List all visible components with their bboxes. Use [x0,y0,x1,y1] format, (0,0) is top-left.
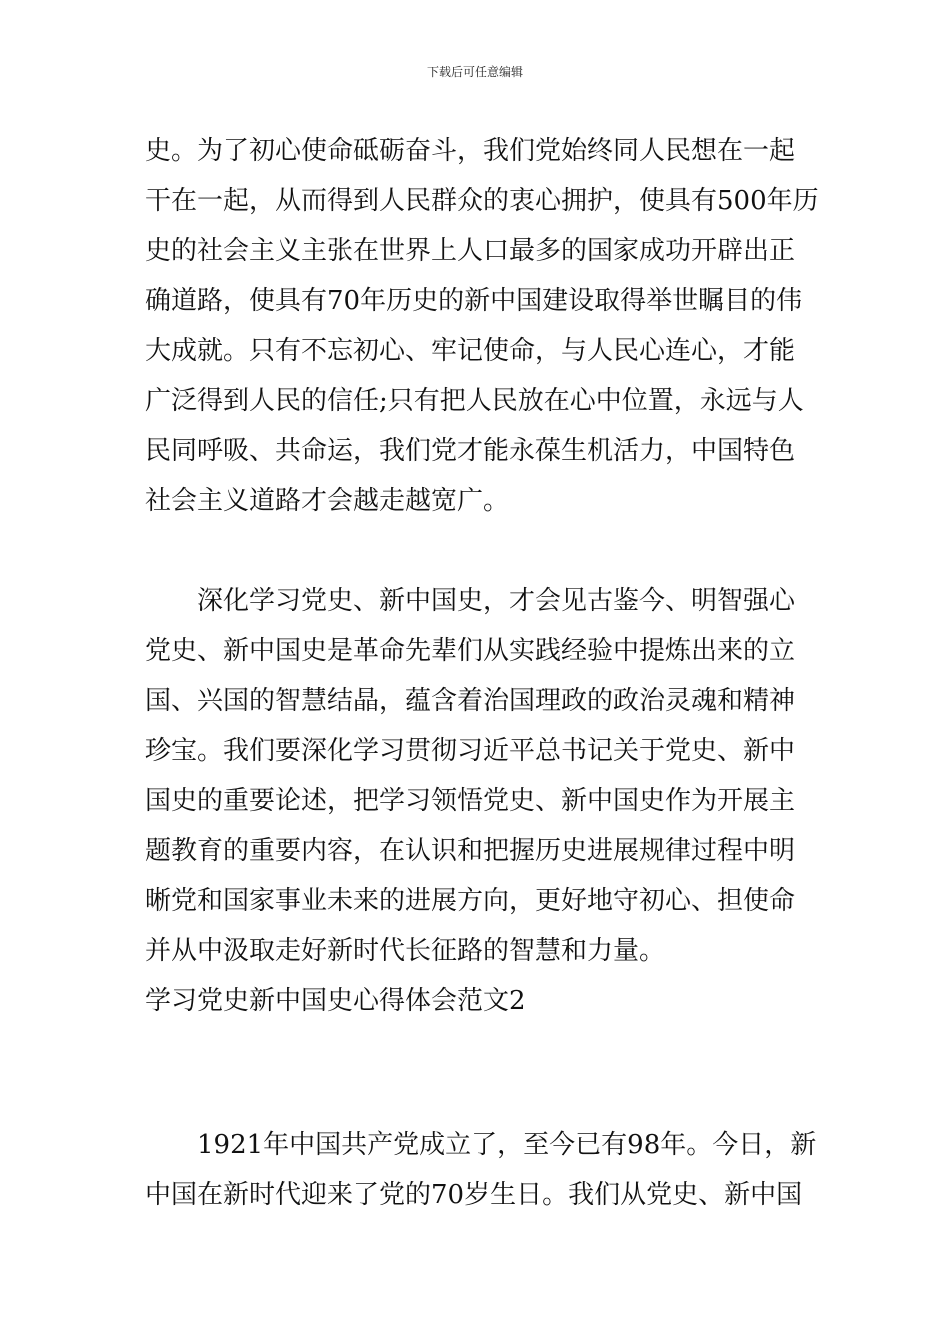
paragraph-line: 中国在新时代迎来了党的70岁生日。我们从党史、新中国 [145,1180,803,1210]
paragraph-line: 史。为了初心使命砥砺奋斗，我们党始终同人民想在一起 [145,136,796,166]
paragraph-line: 珍宝。我们要深化学习贯彻习近平总书记关于党史、新中 [145,736,796,766]
paragraph-2 [145,576,815,976]
paragraph-line: 并从中汲取走好新时代长征路的智慧和力量。 [145,936,666,966]
paragraph-line: 题教育的重要内容，在认识和把握历史进展规律过程中明 [145,836,796,866]
paragraph-line: 民同呼吸、共命运，我们党才能永葆生机活力，中国特色 [145,436,796,466]
paragraph-line: 大成就。只有不忘初心、牢记使命，与人民心连心，才能 [145,336,796,366]
paragraph-line: 国史的重要论述，把学习领悟党史、新中国史作为开展主 [145,786,796,816]
paragraph-line: 党史、新中国史是革命先辈们从实践经验中提炼出来的立 [145,636,796,666]
paragraph-line: 广泛得到人民的信任;只有把人民放在心中位置，永远与人 [145,386,804,416]
paragraph-line: 1921年中国共产党成立了，至今已有98年。今日，新 [197,1130,817,1160]
paragraph-3 [145,1120,815,1220]
paragraph-line: 史的社会主义主张在世界上人口最多的国家成功开辟出正 [145,236,796,266]
paragraph-line: 深化学习党史、新中国史，才会见古鉴今、明智强心 [197,586,796,616]
section-heading-block [145,976,815,1026]
paragraph-line: 社会主义道路才会越走越宽广。 [145,486,510,516]
paragraph-line: 确道路，使具有70年历史的新中国建设取得举世瞩目的伟 [145,286,803,316]
paragraph-line: 干在一起，从而得到人民群众的衷心拥护，使具有500年历 [145,186,819,216]
page-header: 下载后可任意编辑 [426,65,523,79]
paragraph-line: 晰党和国家事业未来的进展方向，更好地守初心、担使命 [145,886,796,916]
paragraph-1 [145,126,819,526]
section-title: 学习党史新中国史心得体会范文2 [145,986,526,1016]
paragraph-line: 国、兴国的智慧结晶，蕴含着治国理政的政治灵魂和精神 [145,686,796,716]
